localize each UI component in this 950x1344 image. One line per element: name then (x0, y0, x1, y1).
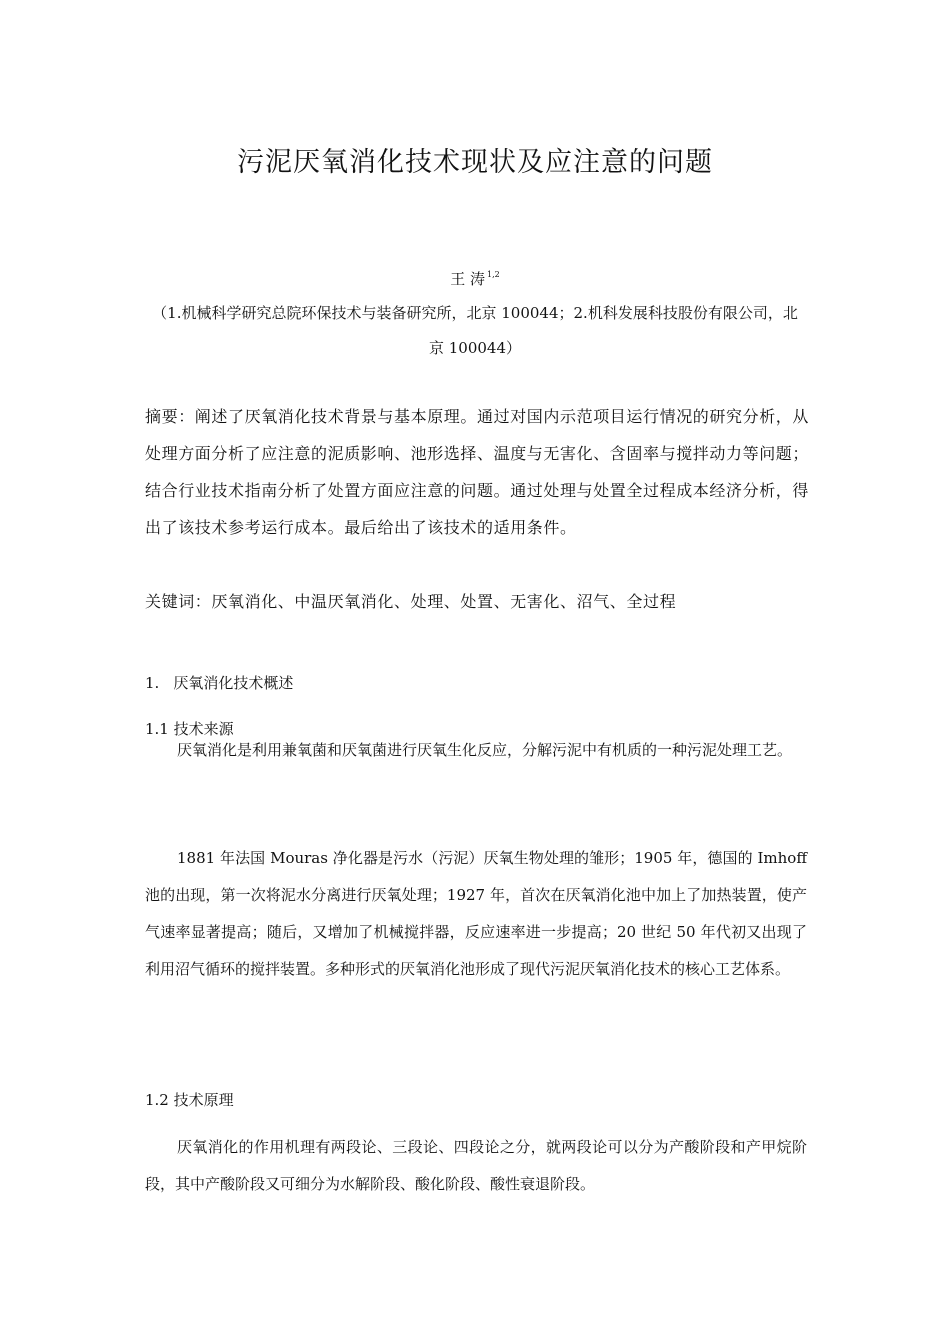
subsection-heading-1-2: 1.2 技术原理 (145, 1091, 234, 1109)
author-name: 王 涛 (450, 270, 486, 288)
author-superscript: 1,2 (487, 270, 500, 279)
subsection-heading-1-1: 1.1 技术来源 (145, 720, 234, 738)
author-line (0, 268, 950, 289)
affiliation: （1.机械科学研究总院环保技术与装备研究所，北京 100044；2.机科发展科技股份有限公司，北京 100044） (152, 304, 798, 357)
abstract: 摘要：阐述了厌氧消化技术背景与基本原理。通过对国内示范项目运行情况的研究分析，从处理方面分析了应注意的泥质影响、池形选择、温度与无害化、含固率与搅拌动力等问题；结合行业技术指南分析了处置方面应注意的问题。通过处理与处置全过程成本经济分析，得出了该技术参考运行成本。最后给出了该技术的适用条件。 (145, 407, 810, 537)
paragraph: 厌氧消化是利用兼氧菌和厌氧菌进行厌氧生化反应，分解污泥中有机质的一种污泥处理工艺。 (177, 741, 793, 759)
section-title: 厌氧消化技术概述 (173, 674, 294, 692)
keywords: 关键词：厌氧消化、中温厌氧消化、处理、处置、无害化、沼气、全过程 (145, 592, 677, 611)
section-heading-1 (145, 672, 293, 693)
paper-title: 污泥厌氧消化技术现状及应注意的问题 (237, 147, 713, 178)
paragraph: 1881 年法国 Mouras 净化器是污水（污泥）厌氧生物处理的雏形；1905 年，德国的 Imhoff 池的出现，第一次将泥水分离进行厌氧处理；1927 年，首次在厌氧消化池中加上了加热装置，使产气速率显著提高；随后，又增加了机械搅拌器，反应速率进一步提高；20 世纪 50 年代初又出现了利用沼气循环的搅拌装置。多种形式的厌氧消化池形成了现代污泥厌氧消化技术的核心工艺体系。 (145, 849, 807, 978)
paragraph: 厌氧消化的作用机理有两段论、三段论、四段论之分，就两段论可以分为产酸阶段和产甲烷阶段，其中产酸阶段又可细分为水解阶段、酸化阶段、酸性衰退阶段。 (145, 1138, 807, 1193)
section-number: 1. (145, 674, 160, 692)
